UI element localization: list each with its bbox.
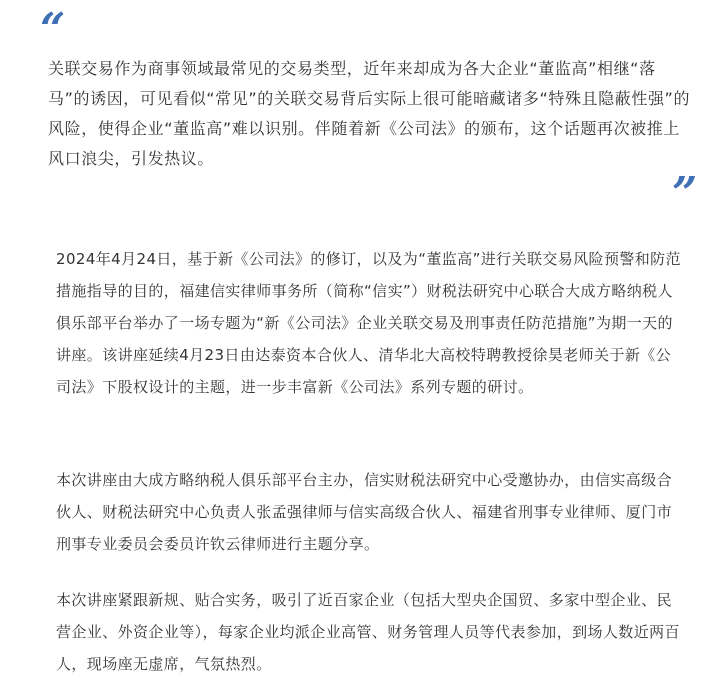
quote-text: 关联交易作为商事领域最常见的交易类型，近年来却成为各大企业“董监高”相继“落马”的诱因，可见看似“常见”的关联交易背后实际上很可能暗藏诸多“特殊且隐蔽性强”的风险，使得企业“董监高”难以识别。伴随着新《公司法》的颁布，这个话题再次被推上风口浪尖，引发热议。 (48, 59, 691, 168)
highlight-quote-block (0, 0, 725, 219)
open-quote-icon: “ (40, 4, 66, 55)
body-paragraph-organizers: 本次讲座由大成方略纳税人俱乐部平台主办，信实财税法研究中心受邀协办，由信实高级合伙人、财税法研究中心负责人张孟强律师与信实高级合伙人、福建省刑事专业律师、厦门市刑事专业委员会委员许钦云律师进行主题分享。 (56, 471, 673, 553)
close-quote-icon: ” (672, 168, 698, 219)
body-paragraph-event-intro: 2024年4月24日，基于新《公司法》的修订，以及为“董监高”进行关联交易风险预警和防范措施指导的目的，福建信实律师事务所（简称“信实”）财税法研究中心联合大成方略纳税人俱乐部平台举办了一场专题为“新《公司法》企业关联交易及刑事责任防范措施”为期一天的讲座。该讲座延续4月23日由达泰资本合伙人、清华北大高校特聘教授徐昊老师关于新《公司法》下股权设计的主题，进一步丰富新《公司法》系列专题的研讨。 (56, 250, 681, 396)
body-paragraph-attendance: 本次讲座紧跟新规、贴合实务，吸引了近百家企业（包括大型央企国贸、多家中型企业、民营企业、外资企业等），每家企业均派企业高管、财务管理人员等代表参加，到场人数近两百人，现场座无虚席，气氛热烈。 (56, 591, 680, 673)
